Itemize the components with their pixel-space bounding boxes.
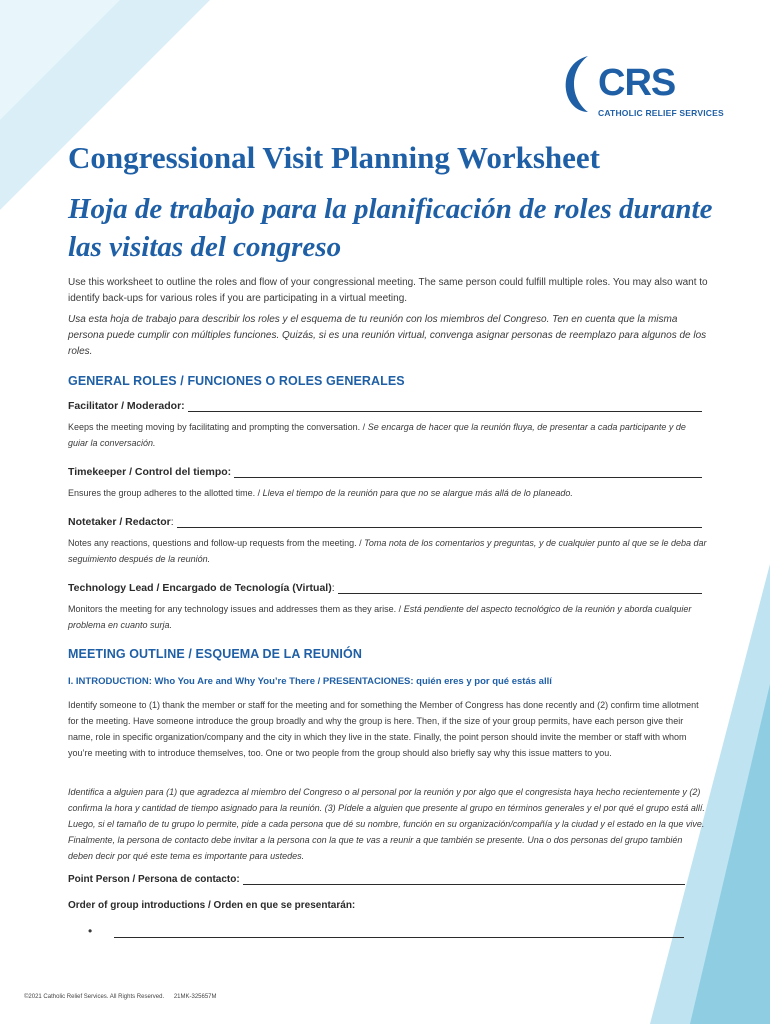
crs-logo-subtitle: CATHOLIC RELIEF SERVICES: [598, 108, 724, 118]
crs-logo-text: CRS: [598, 62, 676, 104]
facilitator-description: [68, 419, 708, 451]
introduction-order-item[interactable]: [88, 924, 684, 938]
facilitator-desc-es: Se encarga de hacer que la reunión fluya, de presentar a cada participante y de guiar la conversación.: [68, 422, 686, 448]
meeting-outline-heading: MEETING OUTLINE / ESQUEMA DE LA REUNIÓN: [68, 647, 362, 661]
notetaker-field[interactable]: Notetaker / Redactor :: [68, 516, 702, 528]
point-person-field[interactable]: [68, 873, 685, 885]
notetaker-label: Notetaker / Redactor: [68, 516, 171, 528]
technology-lead-field[interactable]: Technology Lead / Encargado de Tecnología (Virtual) :: [68, 582, 702, 594]
footer-copyright: ©2021 Catholic Relief Services. All Rights Reserved.: [24, 994, 165, 1000]
facilitator-blank[interactable]: [188, 400, 702, 412]
introduction-order-blank[interactable]: [114, 925, 684, 938]
notetaker-desc-en: Notes any reactions, questions and follow-up requests from the meeting. /: [68, 538, 362, 548]
introduction-english: Identify someone to (1) thank the member or staff for the meeting and for something the Member of Congress has done recently and (2) confirm time allotment for the meeting. Have someone introduce the group broadly and why the group is here. Then, if the size of your group permits, have each person give their name, role in specific organization/company and the city in which they live in the state. Finally, the point person should invite the member or staff with whom you’re meeting with to introduce themselves, too. One or two people from the group should also briefly say why this issue matters to you.: [68, 700, 699, 758]
technology-lead-desc-en: Monitors the meeting for any technology issues and addresses them as they arise. /: [68, 604, 402, 614]
notetaker-desc-es: Toma nota de los comentarios y preguntas, y de cualquier punto al que se le deba dar seguimiento después de la reunión.: [68, 538, 707, 564]
crs-logo-mark: [558, 52, 600, 116]
technology-lead-description: [68, 601, 708, 633]
footer: [24, 994, 225, 1000]
timekeeper-desc-en: Ensures the group adheres to the allotted time. /: [68, 488, 261, 498]
point-person-label: Point Person / Persona de contacto:: [68, 874, 240, 885]
general-roles-heading: GENERAL ROLES / FUNCIONES O ROLES GENERALES: [68, 374, 405, 388]
page-title: Congressional Visit Planning Worksheet: [68, 140, 600, 175]
timekeeper-label: Timekeeper / Control del tiempo:: [68, 466, 232, 478]
facilitator-field[interactable]: [68, 400, 702, 412]
technology-lead-desc-es: Está pendiente del aspecto tecnológico de la reunión y aborda cualquier problema en cuanto surja.: [68, 604, 692, 630]
crs-logo: [558, 52, 724, 124]
timekeeper-blank[interactable]: [234, 466, 702, 478]
timekeeper-field[interactable]: [68, 466, 702, 478]
technology-lead-label: Technology Lead / Encargado de Tecnología (Virtual): [68, 582, 332, 594]
notetaker-blank[interactable]: [177, 516, 702, 528]
notetaker-description: [68, 535, 708, 567]
facilitator-label: Facilitator / Moderador:: [68, 400, 185, 412]
order-of-introductions: [68, 900, 702, 911]
technology-lead-blank[interactable]: [338, 582, 702, 594]
intro-spanish: Usa esta hoja de trabajo para describir los roles y el esquema de tu reunión con los miembros del Congreso. Ten en cuenta que la misma persona puede cumplir con múltiples funciones. Quizás, si es una reunión virtual, convenga asignar personas de reemplazo para algunos de los roles.: [68, 314, 707, 357]
footer-code: 21MK-325657M: [173, 994, 217, 1000]
timekeeper-description: [68, 485, 708, 501]
point-person-blank[interactable]: [243, 873, 685, 885]
page-subtitle: Hoja de trabajo para la planificación de roles durante las visitas del congreso: [68, 193, 713, 263]
introduction-spanish: Identifica a alguien para (1) que agradezca al miembro del Congreso o al personal por la reunión y por algo que el congresista haya hecho recientemente y (2) confirma la hora y cantidad de tiempo asignado para la reunión. (3) Pídele a alguien que presente al grupo en términos generales y el por qué el grupo está allí. Luego, si el tamaño de tu grupo lo permite, pide a cada persona que dé su nombre, función en su organización/compañía y la ciudad y el estado en la que vive. Finalmente, la persona de contacto debe invitar a la persona con la que te vas a reunir a que también se presente. Una o dos personas del grupo también deben decir por qué este tema es importante para ustedes.: [68, 787, 705, 861]
order-label: Order of group introductions / Orden en que se presentarán:: [68, 900, 356, 911]
introduction-heading: I. INTRODUCTION: Who You Are and Why You’re There / PRESENTACIONES: quién eres y por qué estás allí: [68, 676, 552, 687]
facilitator-desc-en: Keeps the meeting moving by facilitating and prompting the conversation. /: [68, 422, 366, 432]
intro-english: Use this worksheet to outline the roles and flow of your congressional meeting. The same person could fulfill multiple roles. You may also want to identify back-ups for various roles if you are participating in a virtual meeting.: [68, 277, 708, 304]
timekeeper-desc-es: Lleva el tiempo de la reunión para que no se alargue más allá de lo planeado.: [262, 488, 573, 498]
bullet-icon: •: [88, 924, 93, 938]
